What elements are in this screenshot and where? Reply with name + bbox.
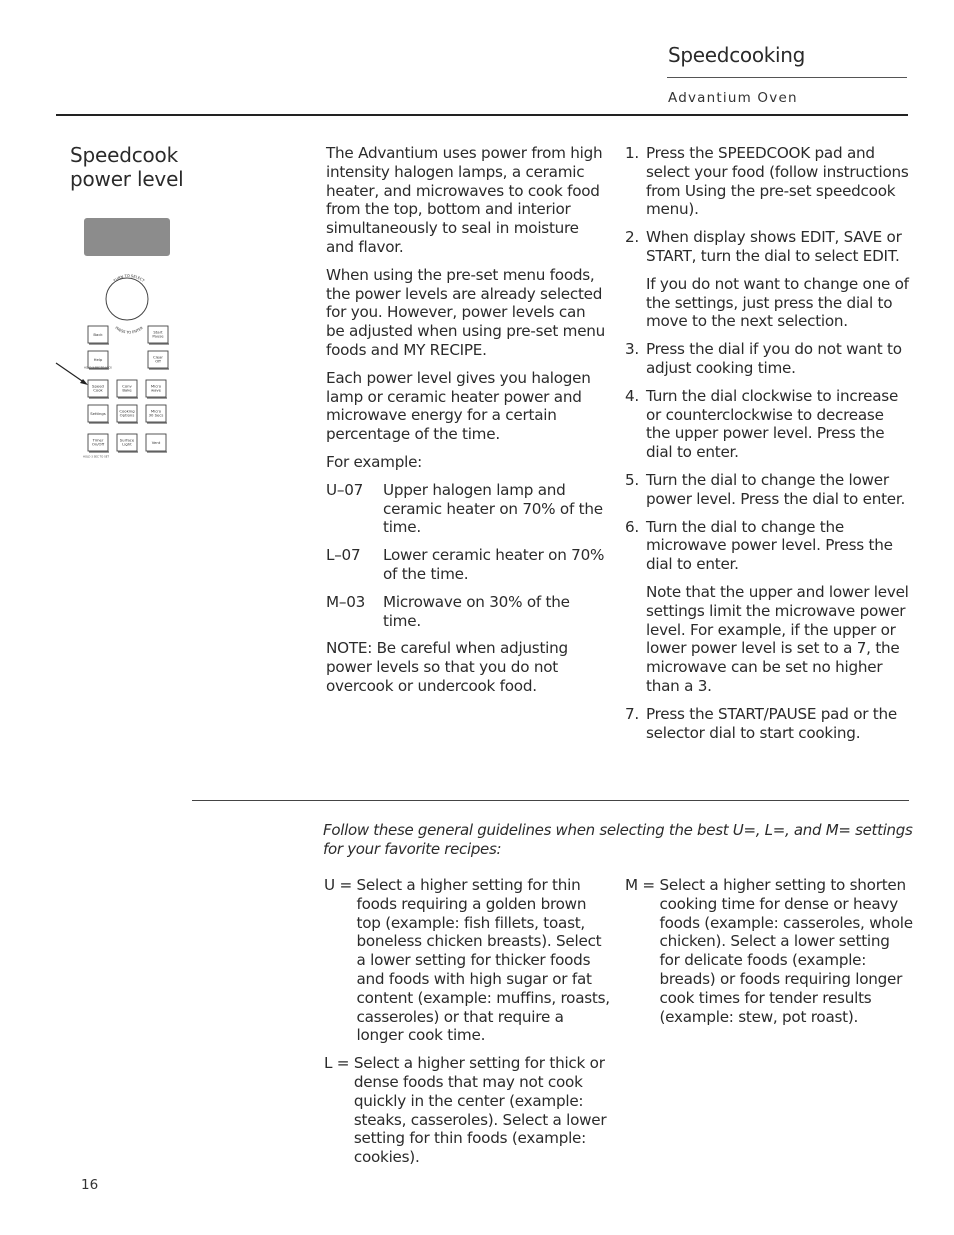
panel-button-label: Speed [92,383,104,389]
step-item [625,518,910,574]
control-panel-illustration [52,270,182,470]
panel-button-label: Micro [150,383,162,389]
step-number: 6. [625,517,639,536]
step-text: Turn the dial clockwise to increase or counterclockwise to decrease the upper power level. Press the dial to enter. [646,386,899,462]
page-heading [70,143,184,191]
paragraph: For example: [326,452,423,471]
step-item [625,387,910,462]
section-rule [667,77,907,78]
page-heading-line-1: Speedcook [70,143,178,167]
example-item [326,481,608,537]
control-panel-svg [52,270,182,470]
pointer-arrow-line [56,363,85,383]
guideline-text: Select a higher setting for thick or dense foods that may not cook quickly in the center (example: steaks, casseroles). Select a lower setting for thin foods (example: cookies). [353,1054,607,1167]
panel-button-label: Options [119,412,135,418]
guideline-item [324,876,612,1045]
guideline-text: Select a higher setting to shorten cooking time for dense or heavy foods (example: casseroles, whole chicken). Select a lower setting for delicate foods (example: breads) or foods requiring longer cook times for tender results (example: stew, pot roast). [659,876,913,1026]
step-item [625,228,910,266]
guideline-item [625,876,913,1026]
panel-button-label: Start [153,329,163,335]
oven-display-illustration [84,218,170,256]
example-text: Lower ceramic heater on 70% of the time. [383,546,605,583]
guidelines-column-1 [324,876,612,1176]
hold-lock-label: HOLD 3 SEC TO LOCK [83,366,113,370]
section-title: Speedcooking [668,43,806,67]
page-number: 16 [81,1177,99,1193]
example-item [326,593,608,631]
page-heading-line-2: power level [70,167,184,191]
example-key: U–07 [326,480,364,499]
panel-button-label: Light [122,441,132,447]
guidelines-intro: Follow these general guidelines when selecting the best U=, L=, and M= settings for your favorite recipes: [323,821,913,858]
example-item [326,546,608,584]
panel-button-label: Settings [90,410,106,416]
guidelines-column-2 [625,876,913,1035]
guideline-key: L = [324,1054,354,1073]
steps-column [625,144,910,751]
step-item [625,471,910,509]
paragraph: The Advantium uses power from high intensity halogen lamps, a ceramic heater, and microwaves to cook food from the top, bottom and interior simultaneously to seal in moisture and flavor. [326,144,603,256]
example-text: Upper halogen lamp and ceramic heater on 70% of the time. [383,480,603,537]
panel-button-label: Conv [122,383,132,389]
panel-button-label: Timer [92,437,104,443]
step-subnote: If you do not want to change one of the settings, just press the dial to move to the next selection. [646,274,909,331]
guideline-key: M = [625,876,660,894]
header-rule [56,114,908,116]
step-text: Press the dial if you do not want to adjust cooking time. [646,340,902,377]
step-number: 5. [625,470,639,489]
panel-button-label: Bake [122,387,132,393]
panel-button-label: Micro [150,408,162,414]
example-key: M–03 [326,592,366,611]
example-text: Microwave on 30% of the time. [383,592,570,630]
intro-column [326,144,608,705]
step-text: Press the START/PAUSE pad or the selector dial to start cooking. [646,704,897,742]
panel-button-label: Off [155,358,161,364]
section-divider [192,800,909,801]
panel-button-label: Surface [119,437,135,443]
panel-button-label: Cooking [119,408,135,414]
step-text: Turn the dial to change the microwave power level. Press the dial to enter. [646,517,893,574]
guideline-text: Select a higher setting for thin foods requiring a golden brown top (example: fish fillets, toast, boneless chicken breasts). Select a lower setting for thicker foods and foods with high sugar or fat content (example: muffins, roasts, casseroles) or that require a longer cook time. [356,876,610,1045]
step-item [625,340,910,378]
panel-buttons [88,326,169,452]
panel-button-label: wave [150,387,162,393]
panel-button-label: Back [93,331,103,337]
guideline-item [324,1054,612,1167]
guideline-key: U = [324,876,357,894]
panel-button-label: Cook [93,387,103,393]
hold-set-label: HOLD 3 SEC TO SET [83,455,109,459]
step-number: 2. [625,228,639,247]
step-number: 4. [625,386,639,405]
panel-button-label: 30 Secs [148,412,164,418]
note: NOTE: Be careful when adjusting power levels so that you do not overcook or undercook food. [326,639,568,695]
selector-dial-icon [106,278,148,320]
step-number: 1. [625,144,639,162]
panel-button-label: Vent [151,439,161,445]
step-text: Turn the dial to change the lower power level. Press the dial to enter. [646,470,906,508]
panel-button-label: On/Off [91,441,105,447]
dial-top-label: TURN TO SELECT [112,273,146,284]
step-text: Press the SPEEDCOOK pad and select your food (follow instructions from Using the pre-set speedcook menu). [646,144,909,219]
panel-button-label: Pause [152,333,164,339]
step-text: When display shows EDIT, SAVE or START, turn the dial to select EDIT. [646,228,902,265]
step-item [625,705,910,743]
step-number: 3. [625,340,639,359]
step-subnote: Note that the upper and lower level settings limit the microwave power level. For example, if the upper or lower power level is set to a 7, the microwave can be set no higher than a 3. [646,582,909,695]
dial-bottom-label: PRESS TO ENTER [114,325,144,335]
panel-button-label: Help [93,356,103,362]
example-key: L–07 [326,546,361,565]
product-name: Advantium Oven [668,90,798,106]
panel-button-label: Clear [153,354,163,360]
paragraph: When using the pre-set menu foods, the power levels are already selected for you. However, power levels can be adjusted when using pre-set menu foods and MY RECIPE. [326,265,606,359]
step-item [625,144,910,219]
paragraph: Each power level gives you halogen lamp or ceramic heater power and microwave energy for a certain percentage of the time. [326,368,591,444]
step-number: 7. [625,704,639,723]
